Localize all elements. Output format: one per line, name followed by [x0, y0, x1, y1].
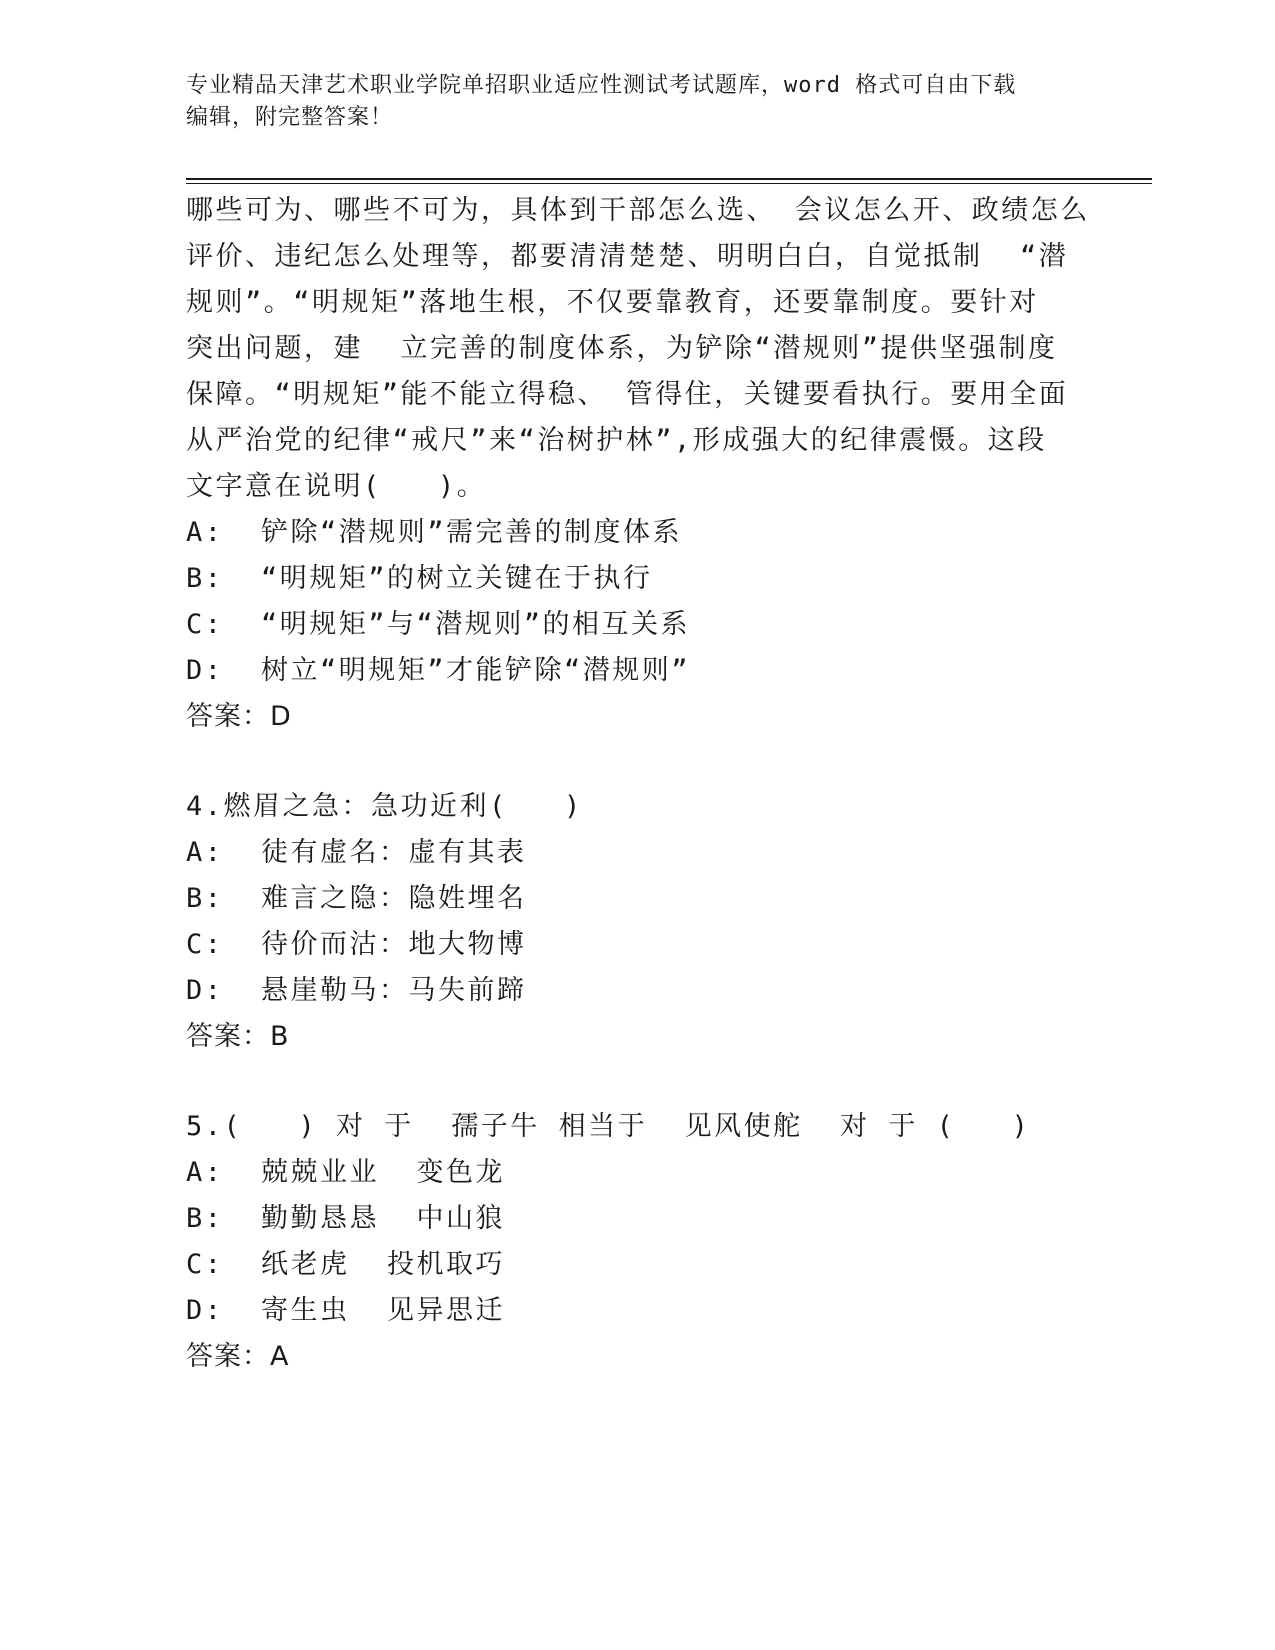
question-3-stem-line: 规则”。“明规矩”落地生根，不仅要靠教育，还要靠制度。要针对: [186, 287, 1039, 318]
question-3-stem-line: 保障。“明规矩”能不能立得稳、 管得住，关键要看执行。要用全面: [186, 379, 1069, 410]
question-3-stem-line: 突出问题，建 立完善的制度体系，为铲除“潜规则”提供坚强制度: [186, 333, 1058, 364]
question-3-stem-line: 从严治党的纪律“戒尺”来“治树护林”,形成强大的纪律震慑。这段: [186, 425, 1047, 456]
question-5-answer: 答案：A: [186, 1341, 290, 1372]
header-line-2: 编辑，附完整答案！: [186, 105, 394, 130]
question-3-stem-line: 文字意在说明( )。: [186, 471, 487, 502]
question-4-option-b: B: 难言之隐：隐姓埋名: [186, 883, 527, 914]
question-3-stem-line: 评价、违纪怎么处理等，都要清清楚楚、明明白白，自觉抵制 “潜: [186, 241, 1069, 272]
question-5-option-c: C: 纸老虎 投机取巧: [186, 1249, 506, 1280]
question-5-option-d: D: 寄生虫 见异思迁: [186, 1295, 506, 1326]
document-body: [186, 188, 1090, 1380]
question-3-answer: 答案：D: [186, 701, 292, 732]
question-3-stem-line: 哪些可为、哪些不可为，具体到干部怎么选、 会议怎么开、政绩怎么: [186, 195, 1090, 226]
spacer: [186, 740, 1066, 784]
question-4-option-c: C: 待价而沽：地大物博: [186, 929, 527, 960]
question-3-option-a: A: 铲除“潜规则”需完善的制度体系: [186, 517, 683, 548]
question-4-stem: 4.燃眉之急：急功近利( ): [186, 791, 583, 822]
question-4-answer: 答案：B: [186, 1021, 290, 1052]
question-4-option-a: A: 徒有虚名：虚有其表: [186, 837, 527, 868]
spacer: [186, 1060, 1066, 1104]
header-divider-thin: [186, 183, 1152, 184]
question-3-option-d: D: 树立“明规矩”才能铲除“潜规则”: [186, 655, 691, 686]
header-divider-thick: [186, 178, 1152, 180]
question-5-stem: 5.( ) 对 于 孺子牛 相当于 见风使舵 对 于 ( ): [186, 1111, 1031, 1142]
page-header: [186, 70, 1066, 134]
question-5: [186, 1104, 1066, 1380]
question-3-option-c: C: “明规矩”与“潜规则”的相互关系: [186, 609, 691, 640]
question-5-option-a: A: 兢兢业业 变色龙: [186, 1157, 506, 1188]
question-3-option-b: B: “明规矩”的树立关键在于执行: [186, 563, 653, 594]
question-4-option-d: D: 悬崖勒马：马失前蹄: [186, 975, 527, 1006]
question-5-option-b: B: 勤勤恳恳 中山狼: [186, 1203, 506, 1234]
question-3: [186, 188, 1090, 740]
question-4: [186, 784, 1066, 1060]
header-line-1: 专业精品天津艺术职业学院单招职业适应性测试考试题库，word 格式可自由下载: [186, 73, 1017, 98]
